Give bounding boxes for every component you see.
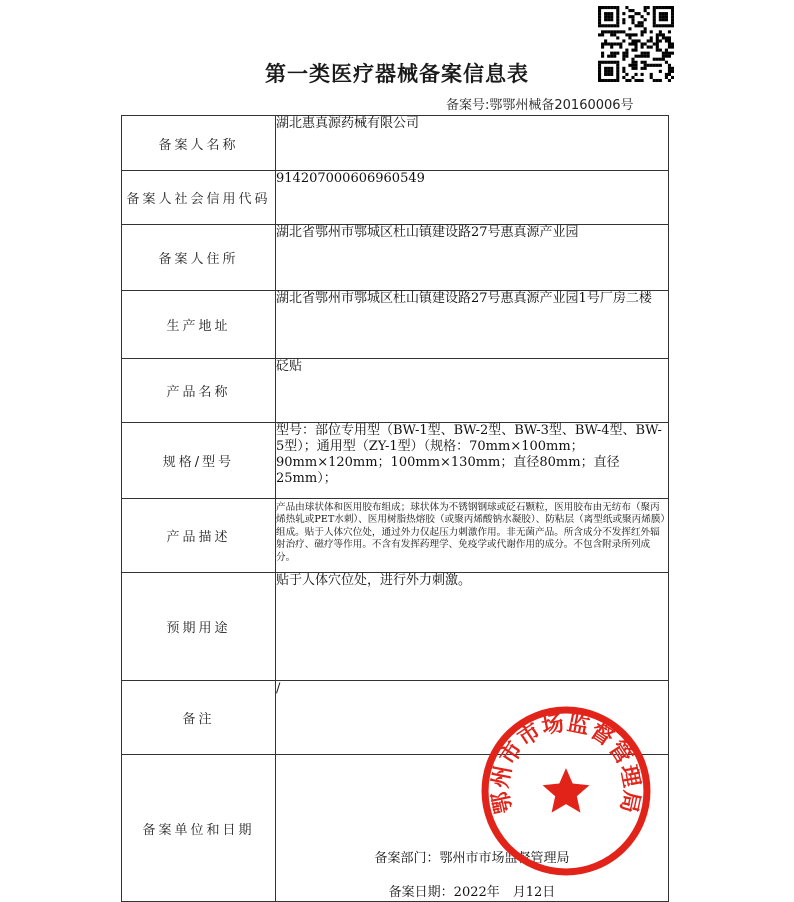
qr-module: [638, 24, 641, 27]
qr-module: [616, 52, 619, 55]
qr-module: [641, 15, 644, 18]
qr-module: [634, 33, 637, 36]
qr-module: [607, 15, 610, 18]
qr-module: [634, 24, 637, 27]
row-value: 型号：部位专用型（BW-1型、BW-2型、BW-3型、BW-4型、BW-5型）；通用型（ZY-1型）（规格：70mm×100mm；90mm×120mm；100mm×130mm；直径80mm；直径25mm）；: [276, 423, 669, 499]
qr-module: [656, 46, 659, 49]
table-row: [122, 573, 669, 681]
qr-module: [616, 21, 619, 24]
qr-module: [671, 9, 674, 12]
qr-module: [650, 39, 653, 42]
qr-module: [619, 46, 622, 49]
qr-module: [668, 24, 671, 27]
qr-module: [622, 21, 625, 24]
qr-module: [613, 6, 616, 9]
qr-module: [665, 18, 668, 21]
qr-module: [616, 12, 619, 15]
qr-module: [625, 6, 628, 9]
qr-module: [659, 15, 662, 18]
qr-module: [598, 6, 601, 9]
qr-module: [638, 12, 641, 15]
row-value: 914207000606960549: [276, 171, 669, 225]
qr-module: [616, 15, 619, 18]
qr-module: [613, 30, 616, 33]
qr-module: [647, 6, 650, 9]
qr-module: [665, 52, 668, 55]
row-label: 备案人住所: [122, 225, 276, 291]
qr-module: [665, 12, 668, 15]
qr-module: [631, 33, 634, 36]
qr-module: [628, 36, 631, 39]
qr-module: [598, 15, 601, 18]
qr-module: [631, 21, 634, 24]
qr-module: [601, 52, 604, 55]
qr-module: [601, 46, 604, 49]
qr-module: [656, 6, 659, 9]
qr-module: [610, 15, 613, 18]
qr-module: [631, 9, 634, 12]
qr-module: [604, 39, 607, 42]
row-label: 产品名称: [122, 359, 276, 423]
qr-module: [610, 46, 613, 49]
qr-module: [613, 52, 616, 55]
qr-module: [641, 24, 644, 27]
qr-module: [653, 9, 656, 12]
table-row: [122, 755, 669, 902]
qr-module: [601, 33, 604, 36]
qr-module: [625, 33, 628, 36]
qr-module: [662, 6, 665, 9]
qr-module: [671, 46, 674, 49]
qr-module: [598, 33, 601, 36]
qr-module: [601, 24, 604, 27]
qr-module: [662, 52, 665, 55]
qr-module: [631, 39, 634, 42]
qr-module: [671, 12, 674, 15]
qr-module: [647, 52, 650, 55]
row-label: 生产地址: [122, 291, 276, 359]
table-row: [122, 359, 669, 423]
qr-module: [668, 39, 671, 42]
qr-module: [653, 18, 656, 21]
seal-text: 鄂州市市场监督管理局: [488, 710, 644, 816]
row-value: 湖北省鄂州市鄂城区杜山镇建设路27号惠真源产业园1号厂房二楼: [276, 291, 669, 359]
qr-module: [665, 49, 668, 52]
table-row: [122, 499, 669, 573]
row-label: 备案人社会信用代码: [122, 171, 276, 225]
qr-module: [653, 42, 656, 45]
qr-module: [622, 12, 625, 15]
qr-module: [604, 15, 607, 18]
qr-module: [668, 36, 671, 39]
qr-module: [656, 33, 659, 36]
qr-module: [641, 21, 644, 24]
qr-module: [659, 33, 662, 36]
qr-module: [650, 36, 653, 39]
qr-module: [653, 12, 656, 15]
qr-module: [662, 24, 665, 27]
qr-module: [671, 21, 674, 24]
row-value: 湖北惠真源药械有限公司: [276, 116, 669, 171]
page-title: 第一类医疗器械备案信息表: [265, 62, 529, 86]
qr-module: [644, 52, 647, 55]
qr-module: [604, 18, 607, 21]
qr-module: [631, 49, 634, 52]
qr-module: [656, 36, 659, 39]
qr-module: [610, 24, 613, 27]
qr-module: [662, 18, 665, 21]
qr-module: [662, 15, 665, 18]
qr-module: [653, 21, 656, 24]
qr-module: [662, 36, 665, 39]
qr-module: [650, 46, 653, 49]
row-label: 产品描述: [122, 499, 276, 573]
qr-module: [641, 46, 644, 49]
qr-module: [644, 6, 647, 9]
qr-module: [604, 30, 607, 33]
qr-module: [616, 9, 619, 12]
qr-module: [644, 18, 647, 21]
qr-module: [622, 30, 625, 33]
qr-module: [662, 33, 665, 36]
qr-module: [598, 9, 601, 12]
qr-module: [647, 12, 650, 15]
qr-module: [628, 9, 631, 12]
qr-module: [616, 36, 619, 39]
qr-module: [638, 21, 641, 24]
qr-module: [641, 33, 644, 36]
table-row: [122, 291, 669, 359]
qr-module: [656, 39, 659, 42]
row-value: 产品由球状体和医用胶布组成；球状体为不锈钢钢球或砭石颗粒，医用胶布由无纺布（聚丙烯热轧或PET水刺）、医用树脂热熔胶（或聚丙烯酸钠水凝胶）、防粘层（离型纸或聚丙烯膜）组成。贴于人体穴位处，通过外力仅起压力刺激作用。非无菌产品。所含成分不发挥红外辐射治疗、磁疗等作用。不含有发挥药理学、免疫学或代谢作用的成分。不包含附录所列成分。: [276, 499, 669, 573]
qr-module: [622, 39, 625, 42]
qr-module: [634, 49, 637, 52]
qr-module: [610, 30, 613, 33]
qr-module: [644, 9, 647, 12]
qr-module: [628, 33, 631, 36]
qr-module: [671, 15, 674, 18]
qr-module: [601, 6, 604, 9]
qr-module: [665, 24, 668, 27]
qr-module: [622, 18, 625, 21]
row-label: 备注: [122, 681, 276, 755]
qr-module: [659, 12, 662, 15]
qr-module: [634, 42, 637, 45]
qr-module: [634, 46, 637, 49]
qr-module: [613, 33, 616, 36]
qr-module: [668, 52, 671, 55]
qr-module: [665, 36, 668, 39]
qr-module: [628, 42, 631, 45]
qr-module: [607, 30, 610, 33]
qr-module: [662, 12, 665, 15]
qr-module: [601, 30, 604, 33]
qr-module: [607, 6, 610, 9]
qr-module: [634, 12, 637, 15]
qr-module: [628, 27, 631, 30]
qr-module: [665, 15, 668, 18]
qr-module: [647, 46, 650, 49]
qr-module: [653, 6, 656, 9]
qr-module: [610, 42, 613, 45]
qr-module: [607, 42, 610, 45]
qr-module: [671, 52, 674, 55]
qr-module: [619, 30, 622, 33]
qr-module: [647, 39, 650, 42]
qr-module: [619, 42, 622, 45]
qr-module: [601, 42, 604, 45]
qr-module: [653, 15, 656, 18]
qr-module: [671, 42, 674, 45]
row-label: 规格/型号: [122, 423, 276, 499]
qr-module: [671, 24, 674, 27]
row-value: 贴于人体穴位处，进行外力刺激。: [276, 573, 669, 681]
qr-module: [631, 15, 634, 18]
filing-cell: [276, 755, 669, 902]
table-row: [122, 171, 669, 225]
qr-module: [641, 30, 644, 33]
qr-module: [607, 18, 610, 21]
filing-date: 备案日期：2022年 月12日: [388, 885, 556, 900]
qr-module: [668, 46, 671, 49]
qr-module: [671, 18, 674, 21]
qr-module: [656, 49, 659, 52]
qr-module: [656, 24, 659, 27]
qr-module: [631, 42, 634, 45]
qr-module: [659, 6, 662, 9]
qr-module: [650, 30, 653, 33]
qr-module: [610, 18, 613, 21]
qr-module: [607, 24, 610, 27]
qr-module: [625, 49, 628, 52]
qr-module: [644, 42, 647, 45]
qr-module: [628, 15, 631, 18]
qr-module: [641, 42, 644, 45]
filing-department: 备案部门：鄂州市市场监督管理局: [374, 851, 570, 866]
qr-module: [653, 24, 656, 27]
row-label: 备案人名称: [122, 116, 276, 171]
row-value: 砭贴: [276, 359, 669, 423]
row-label: 预期用途: [122, 573, 276, 681]
table-row: [122, 225, 669, 291]
qr-module: [607, 12, 610, 15]
row-label: 备案单位和日期: [122, 755, 276, 902]
qr-module: [668, 6, 671, 9]
qr-module: [665, 39, 668, 42]
qr-module: [659, 39, 662, 42]
qr-module: [644, 27, 647, 30]
qr-module: [641, 52, 644, 55]
qr-module: [616, 24, 619, 27]
qr-module: [613, 24, 616, 27]
qr-module: [610, 33, 613, 36]
qr-module: [665, 6, 668, 9]
qr-module: [659, 30, 662, 33]
qr-module: [604, 12, 607, 15]
record-number: 备案号:鄂鄂州械备20160006号: [446, 98, 634, 113]
qr-module: [671, 6, 674, 9]
qr-module: [616, 18, 619, 21]
qr-module: [668, 30, 671, 33]
qr-module: [622, 52, 625, 55]
qr-module: [604, 6, 607, 9]
qr-module: [659, 24, 662, 27]
qr-module: [631, 18, 634, 21]
table-row: [122, 116, 669, 171]
row-value: 湖北省鄂州市鄂城区杜山镇建设路27号惠真源产业园: [276, 225, 669, 291]
qr-module: [604, 42, 607, 45]
qr-module: [598, 18, 601, 21]
qr-module: [625, 52, 628, 55]
qr-module: [659, 18, 662, 21]
qr-module: [659, 49, 662, 52]
qr-module: [656, 42, 659, 45]
row-value: /: [276, 681, 669, 755]
qr-module: [638, 39, 641, 42]
qr-module: [598, 24, 601, 27]
qr-module: [610, 52, 613, 55]
qr-module: [616, 6, 619, 9]
qr-module: [598, 12, 601, 15]
table-row: [122, 423, 669, 499]
qr-module: [598, 21, 601, 24]
qr-module: [616, 30, 619, 33]
record-table: [121, 115, 669, 902]
qr-module: [616, 42, 619, 45]
qr-module: [613, 42, 616, 45]
qr-module: [604, 24, 607, 27]
qr-module: [644, 30, 647, 33]
qr-module: [610, 12, 613, 15]
qr-module: [610, 6, 613, 9]
qr-module: [668, 42, 671, 45]
table-row: [122, 681, 669, 755]
qr-module: [634, 39, 637, 42]
